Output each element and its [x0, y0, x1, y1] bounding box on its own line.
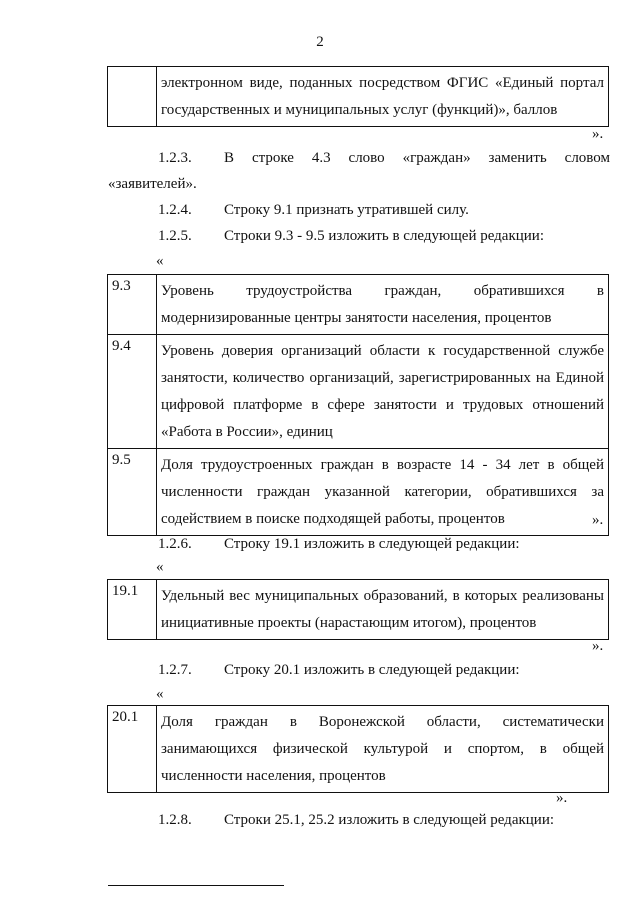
item-number: 1.2.8.: [158, 812, 192, 828]
item-text: В строке 4.3 слово «граждан» заменить словом: [224, 150, 610, 166]
item-continuation: «заявителей».: [108, 176, 197, 192]
cell-line: занятости, количество организаций, зарегистрированных на Единой: [161, 370, 604, 386]
table-cell-text: [157, 580, 609, 640]
close-quote: ».: [592, 512, 604, 528]
cell-line: численности населения, процентов: [161, 768, 386, 784]
item-text: Строку 9.1 признать утратившей силу.: [224, 202, 469, 218]
table-row: [108, 706, 609, 793]
cell-line: цифровой платформе в сфере занятости и трудовых отношений: [161, 397, 604, 413]
item-text: Строки 9.3 - 9.5 изложить в следующей редакции:: [224, 228, 545, 244]
table-cell-text: [157, 67, 609, 127]
cell-line: содействием в поиске подходящей работы, процентов: [161, 511, 505, 527]
table-row: [108, 275, 609, 335]
cell-line: Удельный вес муниципальных образований, в которых реализованы: [161, 588, 604, 604]
cell-line: «Работа в России», единиц: [161, 424, 333, 440]
table-cell-text: [157, 275, 609, 335]
table-cell-number: 9.3: [108, 275, 157, 335]
table-cell-number: 9.4: [108, 335, 157, 449]
open-quote: «: [156, 686, 164, 702]
table-row: [108, 335, 609, 449]
cell-line: электронном виде, поданных посредством ФГИС «Единый портал: [161, 75, 604, 91]
table-cell-number: 9.5: [108, 449, 157, 536]
cell-line: занимающихся физической культурой и спортом, в общей: [161, 741, 604, 757]
table-cell-number: 19.1: [108, 580, 157, 640]
item-text: Строки 25.1, 25.2 изложить в следующей редакции:: [224, 812, 555, 828]
item-number: 1.2.5.: [158, 228, 192, 244]
item-text: Строку 20.1 изложить в следующей редакции:: [224, 662, 520, 678]
table-row-20: [107, 705, 609, 793]
table-row: [108, 580, 609, 640]
item-number: 1.2.6.: [158, 536, 192, 552]
table-cell-number: 20.1: [108, 706, 157, 793]
item-number: 1.2.7.: [158, 662, 192, 678]
page-number: 2: [316, 34, 324, 50]
footnote-divider: [108, 885, 284, 886]
cell-line: Уровень трудоустройства граждан, обратившихся в: [161, 283, 604, 299]
table-cell-number: [108, 67, 157, 127]
cell-line: инициативные проекты (нарастающим итогом), процентов: [161, 615, 537, 631]
cell-line: Уровень доверия организаций области к государственной службе: [161, 343, 604, 359]
close-quote: ».: [556, 790, 568, 806]
table-row-19: [107, 579, 609, 640]
table-cell-text: [157, 449, 609, 536]
cell-line: численности граждан указанной категории, обратившихся за: [161, 484, 604, 500]
cell-line: Доля трудоустроенных граждан в возрасте 14 - 34 лет в общей: [161, 457, 604, 473]
table-top-continuation: [107, 66, 609, 127]
open-quote: «: [156, 559, 164, 575]
cell-line: модернизированные центры занятости населения, процентов: [161, 310, 552, 326]
table-cell-text: [157, 706, 609, 793]
cell-line: Доля граждан в Воронежской области, систематически: [161, 714, 604, 730]
close-quote: ».: [592, 126, 604, 142]
close-quote: ».: [592, 638, 604, 654]
table-row: [108, 449, 609, 536]
table-rows-9: [107, 274, 609, 536]
item-number: 1.2.3.: [158, 150, 192, 166]
item-number: 1.2.4.: [158, 202, 192, 218]
cell-line: государственных и муниципальных услуг (функций)», баллов: [161, 102, 558, 118]
item-text: Строку 19.1 изложить в следующей редакции:: [224, 536, 520, 552]
table-row: [108, 67, 609, 127]
table-cell-text: [157, 335, 609, 449]
open-quote: «: [156, 253, 164, 269]
